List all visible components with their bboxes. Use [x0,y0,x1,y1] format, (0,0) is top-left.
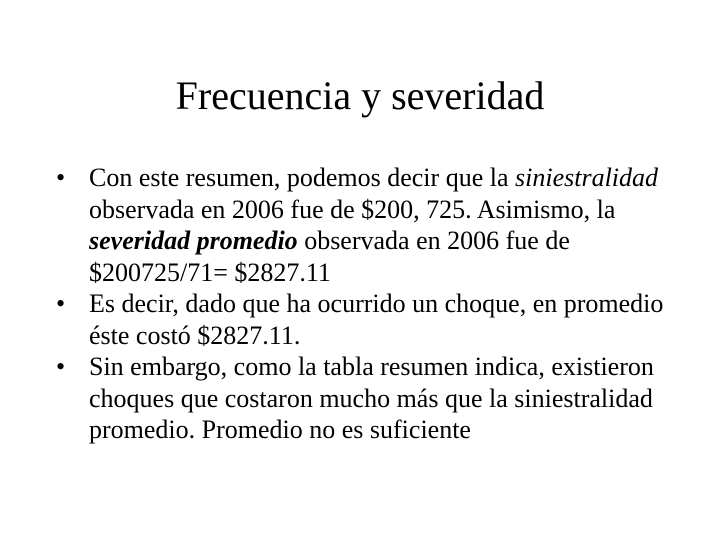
bullet-icon: • [56,163,66,192]
bullet-1-text-c: observada en 2006 fue de $200725/71= $2827.11 [89,226,570,287]
bullet-1-text-b: observada en 2006 fue de $200, 725. Asimismo, la [89,194,616,224]
bullet-1-text-a: Con este resumen, podemos decir que la [89,163,515,192]
bullet-1-emphasis-siniestralidad: siniestralidad [515,163,659,192]
bullet-1-emphasis-severidad: severidad promedio [89,226,298,255]
bullet-list [56,162,696,446]
bullet-item-1 [56,162,696,288]
bullet-item-3 [56,351,696,446]
bullet-2-text: Es decir, dado que ha ocurrido un choque, en promedio éste costó $2827.11. [89,289,664,350]
slide-title: Frecuencia y severidad [175,73,545,118]
bullet-icon: • [56,289,66,318]
bullet-3-text: Sin embargo, como la tabla resumen indica, existieron choques que costaron mucho más que la siniestralidad promedio. Promedio no es suficiente [89,352,654,444]
bullet-item-2 [56,288,696,351]
bullet-icon: • [56,352,66,381]
